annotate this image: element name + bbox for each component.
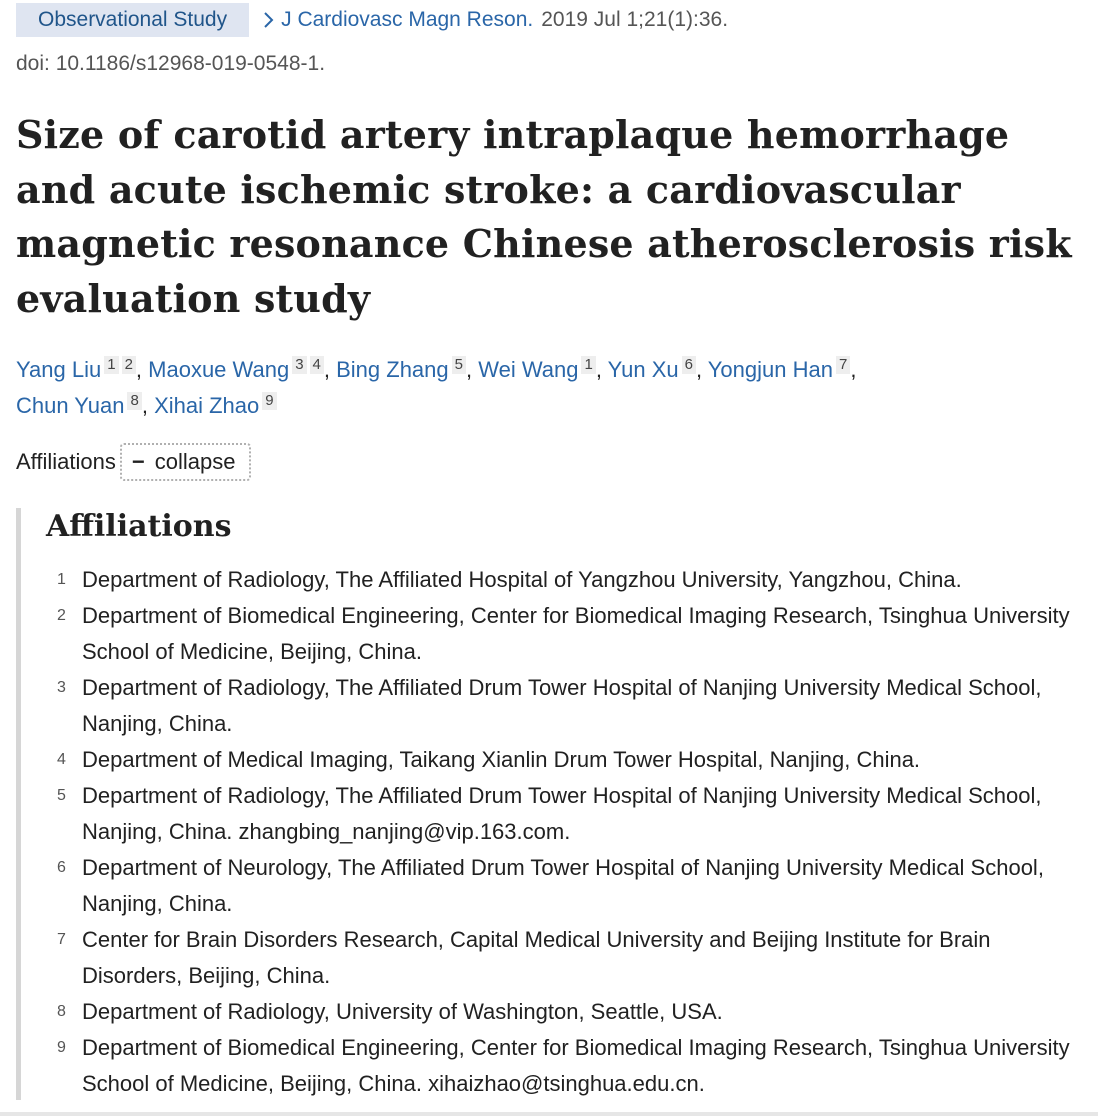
affiliation-number: 8	[57, 1003, 66, 1020]
affiliations-panel	[16, 508, 1086, 1100]
affiliation-item	[21, 598, 1081, 670]
collapse-affiliations-button[interactable]	[120, 443, 252, 481]
affiliation-ref[interactable]: 1	[581, 356, 595, 374]
author-link[interactable]: Yang Liu	[16, 357, 102, 382]
affiliations-toggle-label: Affiliations	[16, 449, 116, 474]
affiliation-ref[interactable]: 6	[682, 356, 696, 374]
affiliation-text: Department of Biomedical Engineering, Center for Biomedical Imaging Research, Tsinghua University School of Medicine, Beijing, China.	[82, 603, 1070, 664]
affiliation-item	[21, 994, 1081, 1030]
affiliation-ref[interactable]: 8	[127, 392, 141, 410]
minus-icon: −	[131, 449, 145, 474]
affiliation-text: Department of Radiology, University of Washington, Seattle, USA.	[82, 999, 723, 1024]
author-link[interactable]: Yongjun Han	[707, 357, 833, 382]
affiliation-ref[interactable]: 3	[292, 356, 306, 374]
affiliation-item	[21, 850, 1081, 922]
affiliation-ref[interactable]: 9	[262, 392, 276, 410]
journal-link[interactable]: J Cardiovasc Magn Reson.	[281, 8, 534, 31]
affiliation-ref[interactable]: 5	[452, 356, 466, 374]
affiliation-text: Department of Neurology, The Affiliated Drum Tower Hospital of Nanjing University Medical School, Nanjing, China.	[82, 855, 1044, 916]
doi: doi: 10.1186/s12968-019-0548-1.	[16, 52, 326, 75]
affiliations-toggle-row	[16, 442, 251, 482]
affiliation-number: 5	[57, 787, 66, 804]
author-separator: ,	[595, 357, 608, 382]
article-title: Size of carotid artery intraplaque hemorrhage and acute ischemic stroke: a cardiovascular magnetic resonance Chinese atherosclerosis risk evaluation study	[16, 112, 1072, 321]
author-link[interactable]: Bing Zhang	[336, 357, 449, 382]
publication-date: 2019 Jul 1;21(1):36.	[541, 8, 729, 31]
affiliation-number: 6	[57, 859, 66, 876]
affiliation-number: 9	[57, 1039, 66, 1056]
affiliation-ref[interactable]: 2	[122, 356, 136, 374]
affiliation-item	[21, 1030, 1081, 1102]
author-separator: ,	[695, 357, 708, 382]
affiliation-item	[21, 742, 1081, 778]
affiliation-item	[21, 670, 1081, 742]
author-separator: ,	[850, 357, 857, 382]
collapse-label: collapse	[154, 449, 236, 474]
affiliation-ref[interactable]: 4	[310, 356, 324, 374]
affiliations-heading: Affiliations	[46, 509, 232, 544]
affiliation-ref[interactable]: 7	[836, 356, 850, 374]
affiliation-text: Department of Radiology, The Affiliated Drum Tower Hospital of Nanjing University Medical School, Nanjing, China. zhangbing_nanjing@vip.163.com.	[82, 783, 1042, 844]
affiliation-text: Center for Brain Disorders Research, Capital Medical University and Beijing Institute for Brain Disorders, Beijing, China.	[82, 927, 991, 988]
affiliation-number: 2	[57, 607, 66, 624]
author-separator: ,	[135, 357, 149, 382]
affiliation-number: 3	[57, 679, 66, 696]
affiliation-number: 7	[57, 931, 66, 948]
affiliation-item	[21, 778, 1081, 850]
author-separator: ,	[141, 393, 155, 418]
affiliation-item	[21, 922, 1081, 994]
author-link[interactable]: Maoxue Wang	[148, 357, 290, 382]
author-link[interactable]: Wei Wang	[478, 357, 579, 382]
affiliation-text: Department of Radiology, The Affiliated Drum Tower Hospital of Nanjing University Medical School, Nanjing, China.	[82, 675, 1042, 736]
author-separator: ,	[465, 357, 479, 382]
affiliation-text: Department of Medical Imaging, Taikang Xianlin Drum Tower Hospital, Nanjing, China.	[82, 747, 921, 772]
author-link[interactable]: Yun Xu	[607, 357, 679, 382]
author-link[interactable]: Chun Yuan	[16, 393, 125, 418]
affiliation-text: Department of Radiology, The Affiliated Hospital of Yangzhou University, Yangzhou, China.	[82, 567, 962, 592]
author-separator: ,	[323, 357, 337, 382]
author-list	[16, 352, 1086, 424]
author-link[interactable]: Xihai Zhao	[154, 393, 260, 418]
article-type-badge[interactable]: Observational Study	[16, 3, 249, 37]
affiliation-number: 4	[57, 751, 66, 768]
bottom-divider	[0, 1112, 1098, 1116]
affiliation-text: Department of Biomedical Engineering, Center for Biomedical Imaging Research, Tsinghua University School of Medicine, Beijing, China. xihaizhao@tsinghua.edu.cn.	[82, 1035, 1070, 1096]
affiliation-number: 1	[57, 571, 66, 588]
citation-line	[16, 3, 728, 37]
affiliations-list	[21, 562, 1081, 1102]
affiliation-ref[interactable]: 1	[104, 356, 118, 374]
chevron-right-icon	[263, 11, 275, 29]
affiliation-item	[21, 562, 1081, 598]
